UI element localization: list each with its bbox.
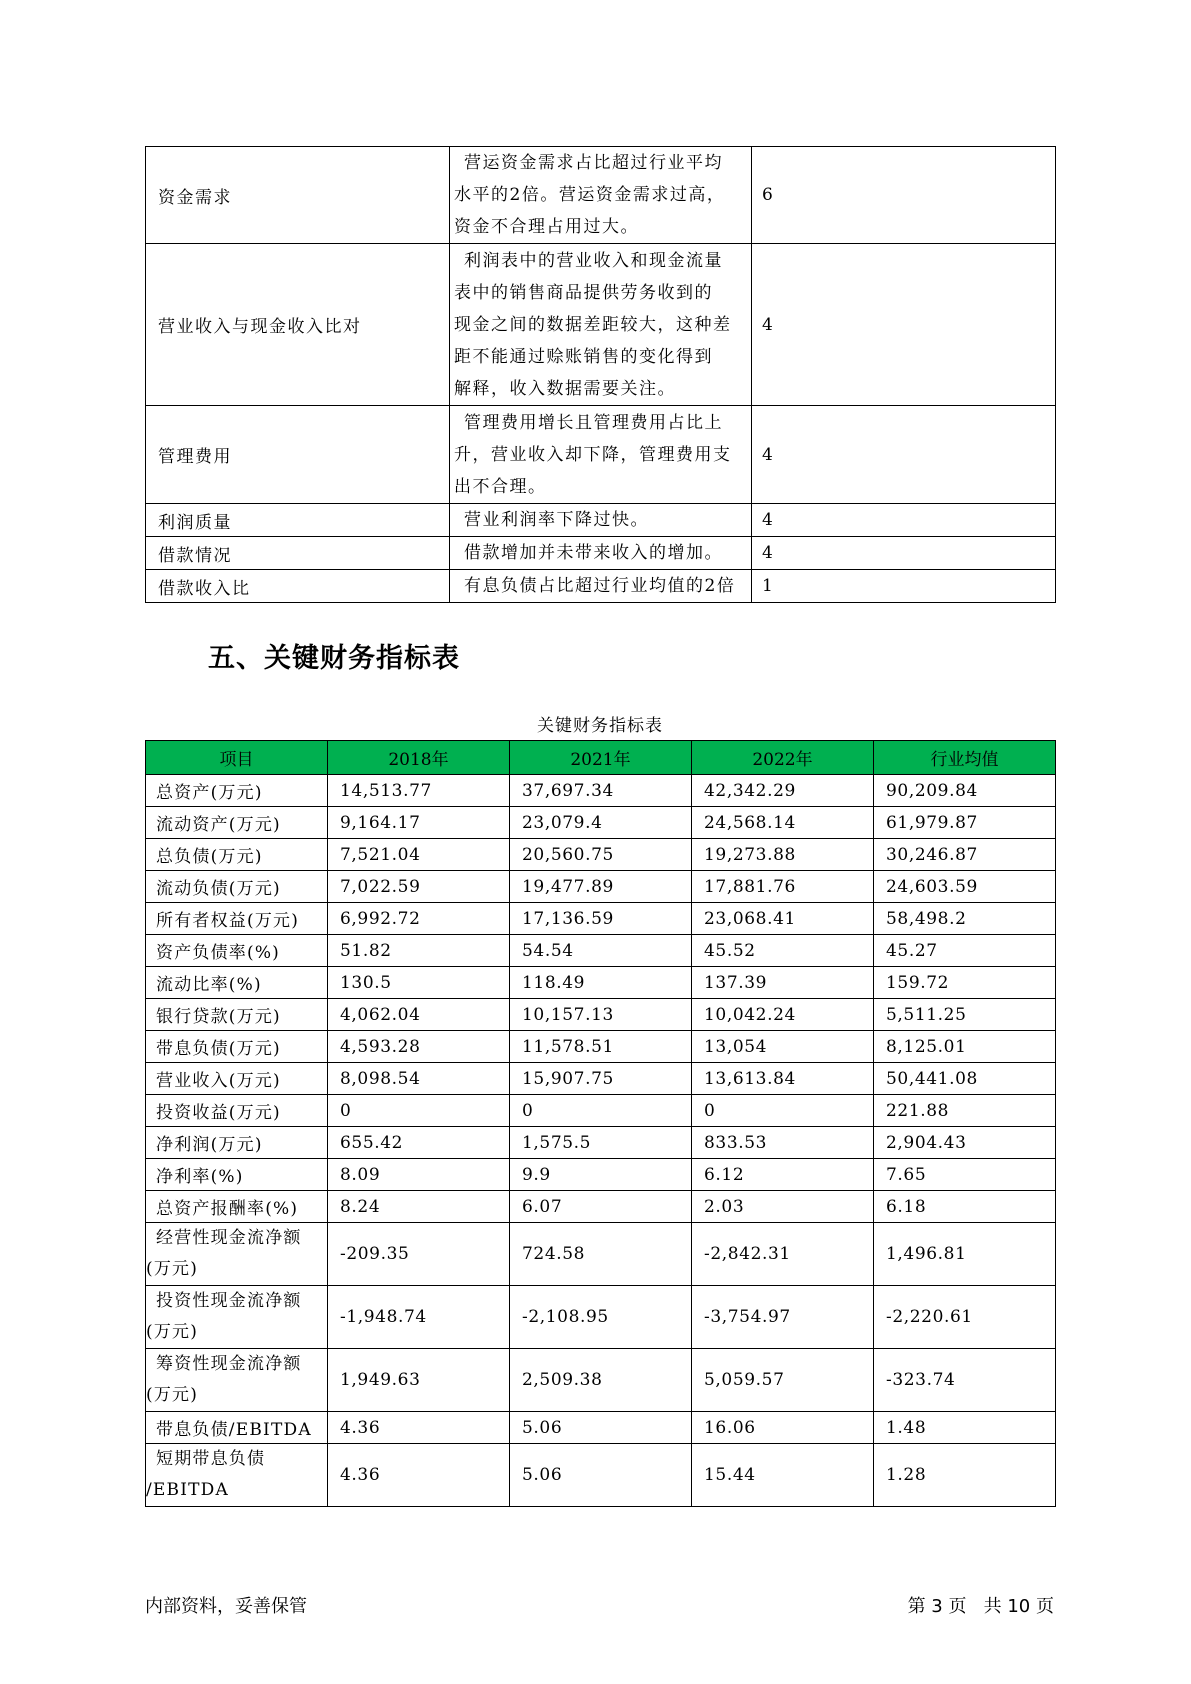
metric-label xyxy=(146,1127,328,1159)
metric-value: 5.06 xyxy=(510,1444,692,1507)
metric-value: 17,881.76 xyxy=(692,871,874,903)
metric-value: 13,054 xyxy=(692,1031,874,1063)
key-financial-metrics-table xyxy=(145,740,1056,1507)
metric-label-line: 流动资产(万元) xyxy=(156,815,281,835)
metric-label-line: 净利率(%) xyxy=(156,1167,244,1187)
metric-label-line: 筹资性现金流净额 xyxy=(156,1354,302,1374)
metric-value: 118.49 xyxy=(510,967,692,999)
metric-value: 5.06 xyxy=(510,1412,692,1444)
risk-description-line: 现金之间的数据差距较大，这种差 xyxy=(454,314,732,335)
risk-description xyxy=(450,147,752,244)
metric-label-line: 带息负债(万元) xyxy=(156,1039,281,1059)
metric-value: 1,949.63 xyxy=(328,1349,510,1412)
risk-description-line: 表中的销售商品提供劳务收到的 xyxy=(454,282,713,303)
metric-row xyxy=(146,1223,1056,1286)
risk-description-line: 距不能通过赊账销售的变化得到 xyxy=(454,346,713,367)
risk-row xyxy=(146,504,1056,537)
metric-row xyxy=(146,935,1056,967)
metric-label xyxy=(146,1444,328,1507)
risk-description xyxy=(450,570,752,603)
metric-value: 8,098.54 xyxy=(328,1063,510,1095)
metric-value: 15.44 xyxy=(692,1444,874,1507)
metric-label-line: 流动比率(%) xyxy=(156,975,262,995)
risk-description-line: 有息负债占比超过行业均值的2倍 xyxy=(464,576,736,596)
metric-label-line: (万元) xyxy=(146,1322,199,1342)
metric-value: 4.36 xyxy=(328,1412,510,1444)
metric-label-line: 投资收益(万元) xyxy=(156,1103,281,1123)
column-header: 2018年 xyxy=(328,741,510,775)
metric-value: -2,220.61 xyxy=(874,1286,1056,1349)
metric-label-line: 投资性现金流净额 xyxy=(156,1291,302,1311)
metric-value: 0 xyxy=(692,1095,874,1127)
risk-item: 资金需求 xyxy=(146,147,450,244)
risk-row xyxy=(146,147,1056,244)
metric-label-line: 流动负债(万元) xyxy=(156,879,281,899)
risk-description-line: 借款增加并未带来收入的增加。 xyxy=(464,543,723,563)
metric-value: 7.65 xyxy=(874,1159,1056,1191)
metric-label xyxy=(146,967,328,999)
metric-value: -2,108.95 xyxy=(510,1286,692,1349)
metric-label xyxy=(146,775,328,807)
metric-label xyxy=(146,1159,328,1191)
risk-item: 利润质量 xyxy=(146,504,450,537)
metric-value: 8.24 xyxy=(328,1191,510,1223)
metric-label-line: 总负债(万元) xyxy=(156,847,263,867)
metric-value: 8,125.01 xyxy=(874,1031,1056,1063)
risk-item: 借款收入比 xyxy=(146,570,450,603)
metric-label-line: 所有者权益(万元) xyxy=(156,911,300,931)
metric-row xyxy=(146,775,1056,807)
risk-score: 1 xyxy=(752,570,1056,603)
metric-value: 45.27 xyxy=(874,935,1056,967)
metric-value: 42,342.29 xyxy=(692,775,874,807)
metric-value: 0 xyxy=(510,1095,692,1127)
metric-value: 9.9 xyxy=(510,1159,692,1191)
metric-value: 14,513.77 xyxy=(328,775,510,807)
metric-value: 1,496.81 xyxy=(874,1223,1056,1286)
table-header-row xyxy=(146,741,1056,775)
risk-item: 营业收入与现金收入比对 xyxy=(146,244,450,406)
metric-row xyxy=(146,807,1056,839)
metric-value: 54.54 xyxy=(510,935,692,967)
metric-value: 19,477.89 xyxy=(510,871,692,903)
metric-value: 5,059.57 xyxy=(692,1349,874,1412)
metric-label xyxy=(146,871,328,903)
metric-value: 130.5 xyxy=(328,967,510,999)
metric-row xyxy=(146,999,1056,1031)
metric-label xyxy=(146,1349,328,1412)
metric-value: 37,697.34 xyxy=(510,775,692,807)
metric-value: 833.53 xyxy=(692,1127,874,1159)
metric-label-line: 净利润(万元) xyxy=(156,1135,263,1155)
metric-row xyxy=(146,1349,1056,1412)
risk-row xyxy=(146,244,1056,406)
metric-row xyxy=(146,1063,1056,1095)
metric-value: 1.48 xyxy=(874,1412,1056,1444)
metric-value: 58,498.2 xyxy=(874,903,1056,935)
metric-row xyxy=(146,967,1056,999)
risk-description-line: 资金不合理占用过大。 xyxy=(454,217,639,237)
risk-description-line: 利润表中的营业收入和现金流量 xyxy=(464,250,723,271)
metric-row xyxy=(146,871,1056,903)
footer-confidential-note: 内部资料，妥善保管 xyxy=(145,1596,307,1617)
risk-row xyxy=(146,537,1056,570)
metric-label-line: 经营性现金流净额 xyxy=(156,1228,302,1248)
risk-score: 4 xyxy=(752,537,1056,570)
metric-value: 8.09 xyxy=(328,1159,510,1191)
metric-label xyxy=(146,1031,328,1063)
risk-description xyxy=(450,537,752,570)
risk-description-line: 营运资金需求占比超过行业平均 xyxy=(464,153,723,173)
risk-score: 6 xyxy=(752,147,1056,244)
metric-value: 13,613.84 xyxy=(692,1063,874,1095)
metric-label xyxy=(146,903,328,935)
footer-page-number: 第 3 页 共 10 页 xyxy=(907,1596,1054,1617)
metric-value: 655.42 xyxy=(328,1127,510,1159)
metric-value: 30,246.87 xyxy=(874,839,1056,871)
risk-score: 4 xyxy=(752,406,1056,504)
metric-value: 1,575.5 xyxy=(510,1127,692,1159)
metric-label xyxy=(146,1063,328,1095)
metric-value: -209.35 xyxy=(328,1223,510,1286)
risk-indicator-table xyxy=(145,146,1056,603)
metric-value: 19,273.88 xyxy=(692,839,874,871)
metric-label-line: 资产负债率(%) xyxy=(156,943,281,963)
metric-value: 10,042.24 xyxy=(692,999,874,1031)
metric-row xyxy=(146,1159,1056,1191)
section-heading: 五、关键财务指标表 xyxy=(208,643,460,674)
column-header: 2022年 xyxy=(692,741,874,775)
risk-description xyxy=(450,244,752,406)
column-header: 项目 xyxy=(146,741,328,775)
metric-value: 2,904.43 xyxy=(874,1127,1056,1159)
metric-label-line: 总资产报酬率(%) xyxy=(156,1199,299,1219)
metric-label xyxy=(146,1286,328,1349)
risk-score: 4 xyxy=(752,504,1056,537)
metric-label-line: 带息负债/EBITDA xyxy=(156,1420,312,1440)
metric-value: 159.72 xyxy=(874,967,1056,999)
metric-value: 1.28 xyxy=(874,1444,1056,1507)
metric-label-line: (万元) xyxy=(146,1385,199,1405)
table-caption: 关键财务指标表 xyxy=(537,716,663,736)
metric-row xyxy=(146,1286,1056,1349)
metric-value: -323.74 xyxy=(874,1349,1056,1412)
risk-row xyxy=(146,570,1056,603)
risk-description-line: 管理费用增长且管理费用占比上 xyxy=(464,412,723,433)
metric-value: 4.36 xyxy=(328,1444,510,1507)
metric-value: 10,157.13 xyxy=(510,999,692,1031)
metric-value: 2.03 xyxy=(692,1191,874,1223)
metric-row xyxy=(146,1095,1056,1127)
metric-value: 90,209.84 xyxy=(874,775,1056,807)
metric-value: 4,593.28 xyxy=(328,1031,510,1063)
metric-value: 7,521.04 xyxy=(328,839,510,871)
column-header: 2021年 xyxy=(510,741,692,775)
metric-label-line: 短期带息负债 xyxy=(156,1449,266,1469)
metric-value: 7,022.59 xyxy=(328,871,510,903)
metric-value: 20,560.75 xyxy=(510,839,692,871)
metric-value: -1,948.74 xyxy=(328,1286,510,1349)
risk-row xyxy=(146,406,1056,504)
metric-label xyxy=(146,839,328,871)
risk-description-line: 升，营业收入却下降，管理费用支 xyxy=(454,444,732,465)
metric-label xyxy=(146,1095,328,1127)
metric-value: -2,842.31 xyxy=(692,1223,874,1286)
metric-value: 5,511.25 xyxy=(874,999,1056,1031)
metric-row xyxy=(146,1127,1056,1159)
metric-label-line: 营业收入(万元) xyxy=(156,1071,281,1091)
risk-score: 4 xyxy=(752,244,1056,406)
column-header: 行业均值 xyxy=(874,741,1056,775)
metric-label xyxy=(146,999,328,1031)
metric-value: 17,136.59 xyxy=(510,903,692,935)
metric-value: -3,754.97 xyxy=(692,1286,874,1349)
metric-value: 0 xyxy=(328,1095,510,1127)
metric-value: 724.58 xyxy=(510,1223,692,1286)
metric-value: 6.18 xyxy=(874,1191,1056,1223)
metric-label xyxy=(146,935,328,967)
metric-row xyxy=(146,839,1056,871)
metric-value: 6.07 xyxy=(510,1191,692,1223)
metric-label-line: (万元) xyxy=(146,1259,199,1279)
metric-row xyxy=(146,903,1056,935)
metric-value: 11,578.51 xyxy=(510,1031,692,1063)
metric-label xyxy=(146,1412,328,1444)
risk-description xyxy=(450,406,752,504)
risk-description-line: 解释，收入数据需要关注。 xyxy=(454,378,676,399)
metric-value: 16.06 xyxy=(692,1412,874,1444)
metric-value: 137.39 xyxy=(692,967,874,999)
metric-value: 61,979.87 xyxy=(874,807,1056,839)
metric-label xyxy=(146,1223,328,1286)
metric-label-line: 银行贷款(万元) xyxy=(156,1007,281,1027)
metric-row xyxy=(146,1031,1056,1063)
metric-row xyxy=(146,1191,1056,1223)
risk-description xyxy=(450,504,752,537)
metric-value: 45.52 xyxy=(692,935,874,967)
metric-label xyxy=(146,1191,328,1223)
metric-label xyxy=(146,807,328,839)
metric-value: 221.88 xyxy=(874,1095,1056,1127)
metric-value: 15,907.75 xyxy=(510,1063,692,1095)
metric-label-line: /EBITDA xyxy=(146,1480,229,1500)
metric-value: 6.12 xyxy=(692,1159,874,1191)
metric-value: 24,603.59 xyxy=(874,871,1056,903)
metric-value: 9,164.17 xyxy=(328,807,510,839)
metric-value: 23,079.4 xyxy=(510,807,692,839)
risk-item: 管理费用 xyxy=(146,406,450,504)
metric-value: 50,441.08 xyxy=(874,1063,1056,1095)
metric-row xyxy=(146,1412,1056,1444)
risk-description-line: 水平的2倍。营运资金需求过高， xyxy=(454,185,726,205)
metric-value: 24,568.14 xyxy=(692,807,874,839)
risk-item: 借款情况 xyxy=(146,537,450,570)
metric-value: 23,068.41 xyxy=(692,903,874,935)
metric-value: 6,992.72 xyxy=(328,903,510,935)
risk-description-line: 营业利润率下降过快。 xyxy=(464,510,649,530)
metric-row xyxy=(146,1444,1056,1507)
metric-label-line: 总资产(万元) xyxy=(156,783,263,803)
metric-value: 51.82 xyxy=(328,935,510,967)
metric-value: 2,509.38 xyxy=(510,1349,692,1412)
metric-value: 4,062.04 xyxy=(328,999,510,1031)
risk-description-line: 出不合理。 xyxy=(454,476,547,497)
